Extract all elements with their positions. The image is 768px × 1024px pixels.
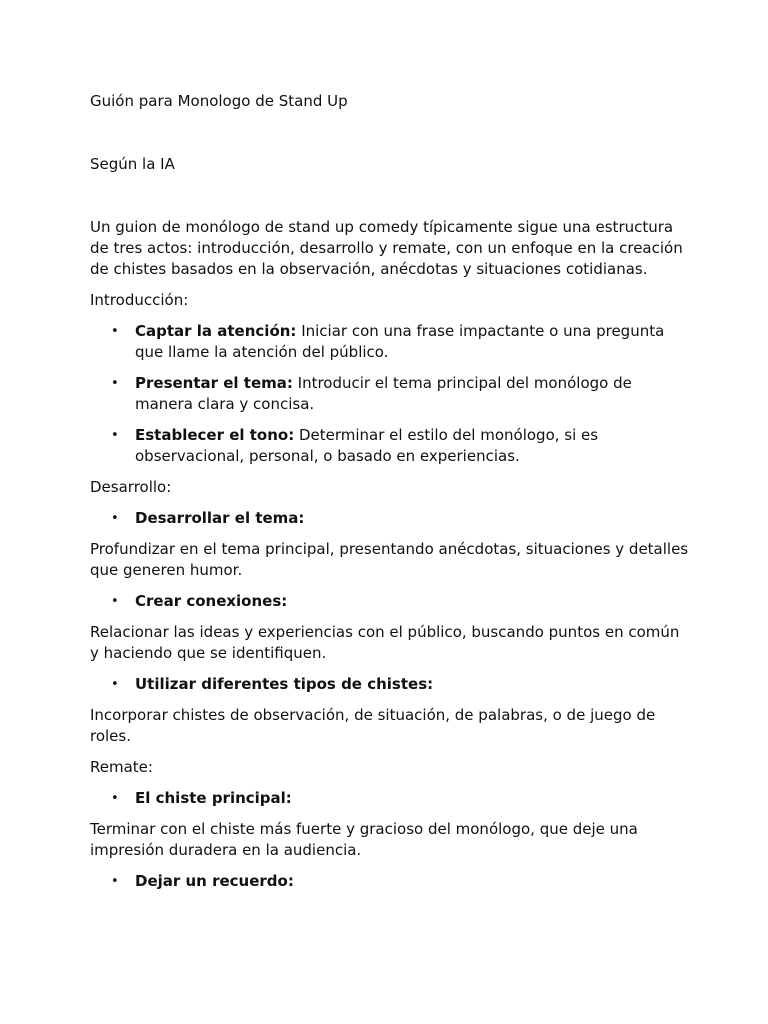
remate-list (90, 871, 690, 892)
document-subtitle: Según la IA (90, 155, 175, 173)
list-item (135, 321, 690, 363)
desarrollo-list (90, 674, 690, 695)
desarrollo-paragraph: Relacionar las ideas y experiencias con el público, buscando puntos en común y haciendo que se identifiquen. (90, 623, 680, 662)
list-item-term: Dejar un recuerdo: (135, 872, 294, 890)
document-title: Guión para Monologo de Stand Up (90, 92, 348, 110)
section-heading-introduccion: Introducción: (90, 291, 189, 309)
document-page (90, 91, 690, 902)
list-item-text: Iniciar con una frase impactante o una pregunta que llame la atención del público. (135, 322, 665, 361)
list-item (135, 871, 690, 892)
introduccion-list (90, 321, 690, 467)
list-item-term: Establecer el tono: (135, 426, 295, 444)
desarrollo-paragraph: Profundizar en el tema principal, presentando anécdotas, situaciones y detalles que generen humor. (90, 540, 689, 579)
list-item (135, 788, 690, 809)
list-item-term: Utilizar diferentes tipos de chistes: (135, 675, 434, 693)
desarrollo-list (90, 508, 690, 529)
list-item (135, 425, 690, 467)
remate-paragraph: Terminar con el chiste más fuerte y gracioso del monólogo, que deje una impresión duradera en la audiencia. (90, 820, 638, 859)
list-item (135, 591, 690, 612)
intro-paragraph: Un guion de monólogo de stand up comedy típicamente sigue una estructura de tres actos: introducción, desarrollo y remate, con un enfoque en la creación de chistes basados en la observación, anécdotas y situaciones cotidianas. (90, 218, 683, 278)
section-heading-desarrollo: Desarrollo: (90, 478, 172, 496)
list-item-term: Crear conexiones: (135, 592, 288, 610)
desarrollo-list (90, 591, 690, 612)
list-item-text: Introducir el tema principal del monólogo de manera clara y concisa. (135, 374, 632, 413)
list-item-term: Captar la atención: (135, 322, 297, 340)
list-item-term: Presentar el tema: (135, 374, 293, 392)
list-item (135, 508, 690, 529)
section-heading-remate: Remate: (90, 758, 153, 776)
list-item (135, 373, 690, 415)
list-item-text: Determinar el estilo del monólogo, si es observacional, personal, o basado en experiencias. (135, 426, 599, 465)
list-item (135, 674, 690, 695)
list-item-term: El chiste principal: (135, 789, 292, 807)
desarrollo-paragraph: Incorporar chistes de observación, de situación, de palabras, o de juego de roles. (90, 706, 656, 745)
remate-list (90, 788, 690, 809)
list-item-term: Desarrollar el tema: (135, 509, 305, 527)
